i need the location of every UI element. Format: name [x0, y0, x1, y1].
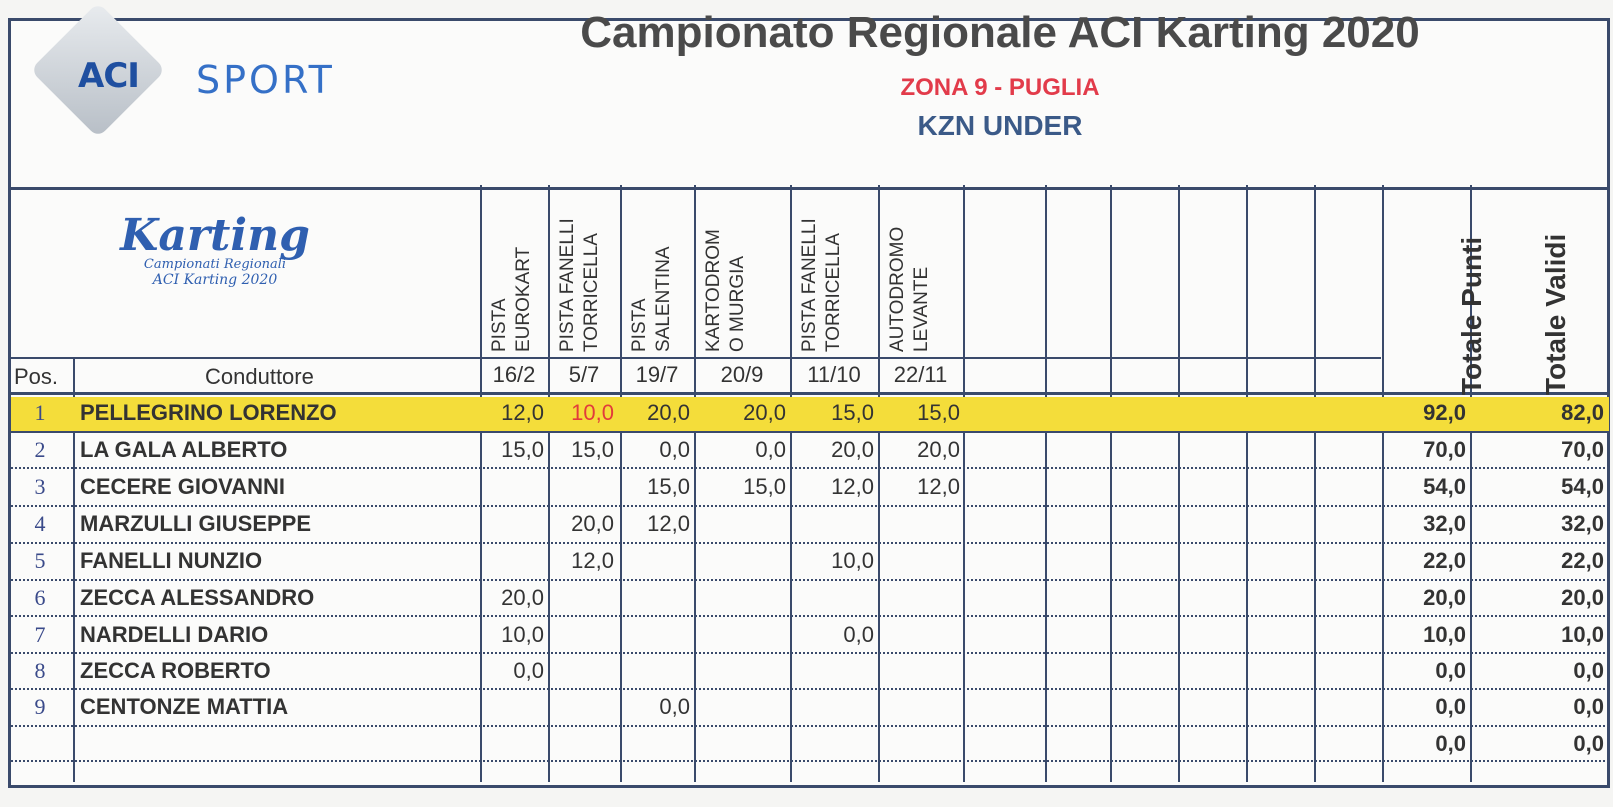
row-score: 15,0 — [501, 437, 544, 462]
row-score: 15,0 — [917, 400, 960, 425]
race-date: 19/7 — [635, 362, 679, 387]
row-position: 7 — [34, 622, 46, 647]
race-track-label: PISTA FANELLI TORRICELLA — [557, 218, 602, 352]
row-totale-punti: 54,0 — [1423, 474, 1466, 499]
race-track-label: PISTA SALENTINA — [629, 246, 674, 352]
row-position: 4 — [34, 511, 46, 536]
row-driver-name: ZECCA ROBERTO — [80, 658, 271, 683]
row-totale-validi: 0,0 — [1573, 658, 1604, 683]
row-score: 12,0 — [501, 400, 544, 425]
header-bottom-line — [11, 392, 1609, 395]
row-driver-name: NARDELLI DARIO — [80, 622, 269, 647]
race-track-label: PISTA FANELLI TORRICELLA — [799, 218, 844, 352]
row-driver-name: FANELLI NUNZIO — [80, 548, 263, 573]
row-driver-name: ZECCA ALESSANDRO — [80, 585, 315, 610]
table-row — [0, 622, 1613, 659]
row-totale-validi: 10,0 — [1561, 622, 1604, 647]
table-row — [0, 400, 1613, 437]
row-driver-name: LA GALA ALBERTO — [80, 437, 288, 462]
row-driver-name: CENTONZE MATTIA — [80, 694, 289, 719]
row-driver-name: CECERE GIOVANNI — [80, 474, 285, 499]
row-score: 20,0 — [743, 400, 786, 425]
pos-header: Pos. — [14, 364, 59, 389]
row-totale-validi: 20,0 — [1561, 585, 1604, 610]
row-score: 12,0 — [831, 474, 874, 499]
row-totale-validi: 70,0 — [1561, 437, 1604, 462]
row-totale-punti: 10,0 — [1423, 622, 1466, 647]
row-totale-validi: 54,0 — [1561, 474, 1604, 499]
row-score: 0,0 — [755, 437, 786, 462]
row-totale-punti: 92,0 — [1423, 400, 1466, 425]
row-score: 10,0 — [501, 622, 544, 647]
row-position: 5 — [34, 548, 46, 573]
race-track-label: PISTA EUROKART — [489, 246, 534, 352]
driver-header: Conduttore — [205, 364, 314, 389]
row-score: 15,0 — [571, 437, 614, 462]
row-score: 10,0 — [571, 400, 614, 425]
row-score: 20,0 — [571, 511, 614, 536]
karting-logo-line2: ACI Karting 2020 — [152, 272, 278, 288]
race-date: 5/7 — [568, 362, 600, 387]
row-score: 20,0 — [831, 437, 874, 462]
row-score: 20,0 — [501, 585, 544, 610]
karting-logo-line1: Campionati Regionali — [143, 257, 287, 272]
row-position: 6 — [34, 585, 46, 610]
row-totale-punti: 0,0 — [1435, 694, 1466, 719]
race-date: 16/2 — [492, 362, 536, 387]
row-totale-validi: 0,0 — [1573, 694, 1604, 719]
row-totale-punti: 0,0 — [1435, 658, 1466, 683]
row-score: 15,0 — [743, 474, 786, 499]
table-row — [0, 585, 1613, 622]
row-score: 0,0 — [659, 694, 690, 719]
row-score: 0,0 — [513, 658, 544, 683]
row-score: 15,0 — [831, 400, 874, 425]
row-score: 12,0 — [917, 474, 960, 499]
row-totale-punti: 32,0 — [1423, 511, 1466, 536]
table-row — [0, 474, 1613, 511]
row-score: 12,0 — [647, 511, 690, 536]
table-row — [0, 437, 1613, 474]
header-divider — [11, 357, 1381, 359]
table-row — [0, 658, 1613, 695]
karting-logo-title: Karting — [120, 210, 310, 261]
race-date: 20/9 — [720, 362, 764, 387]
race-date: 22/11 — [893, 362, 948, 387]
karting-logo — [105, 210, 325, 288]
row-position: 1 — [34, 400, 46, 425]
row-totale-validi: 22,0 — [1561, 548, 1604, 573]
row-score: 10,0 — [831, 548, 874, 573]
row-position: 3 — [34, 474, 46, 499]
totale-validi-header: Totale Validi — [1540, 233, 1571, 395]
category-subtitle: KZN UNDER — [917, 110, 1083, 141]
race-date: 11/10 — [807, 362, 861, 387]
row-score: 12,0 — [571, 548, 614, 573]
race-track-label: AUTODROMO LEVANTE — [887, 226, 932, 352]
row-driver-name: MARZULLI GIUSEPPE — [80, 511, 312, 536]
row-totale-punti: 0,0 — [1435, 731, 1466, 756]
table-row — [0, 511, 1613, 548]
row-score: 15,0 — [647, 474, 690, 499]
row-totale-punti: 70,0 — [1423, 437, 1466, 462]
row-totale-punti: 20,0 — [1423, 585, 1466, 610]
row-driver-name: PELLEGRINO LORENZO — [80, 400, 337, 425]
page-title: Campionato Regionale ACI Karting 2020 — [580, 8, 1420, 57]
table-row — [0, 731, 1613, 768]
row-position: 9 — [34, 694, 46, 719]
row-score: 0,0 — [843, 622, 874, 647]
row-totale-validi: 82,0 — [1561, 400, 1604, 425]
totale-punti-header: Totale Punti — [1456, 236, 1487, 395]
row-score: 0,0 — [659, 437, 690, 462]
row-totale-validi: 32,0 — [1561, 511, 1604, 536]
row-totale-validi: 0,0 — [1573, 731, 1604, 756]
table-row — [0, 548, 1613, 585]
race-track-label: KARTODROM O MURGIA — [703, 229, 748, 352]
table-row — [0, 694, 1613, 731]
zona-subtitle: ZONA 9 - PUGLIA — [900, 74, 1100, 101]
row-score: 20,0 — [647, 400, 690, 425]
row-score: 20,0 — [917, 437, 960, 462]
aci-logo-text: ACI — [78, 56, 139, 96]
sport-logo-text: SPORT — [196, 58, 335, 102]
row-position: 2 — [34, 437, 46, 462]
row-position: 8 — [34, 658, 46, 683]
row-totale-punti: 22,0 — [1423, 548, 1466, 573]
